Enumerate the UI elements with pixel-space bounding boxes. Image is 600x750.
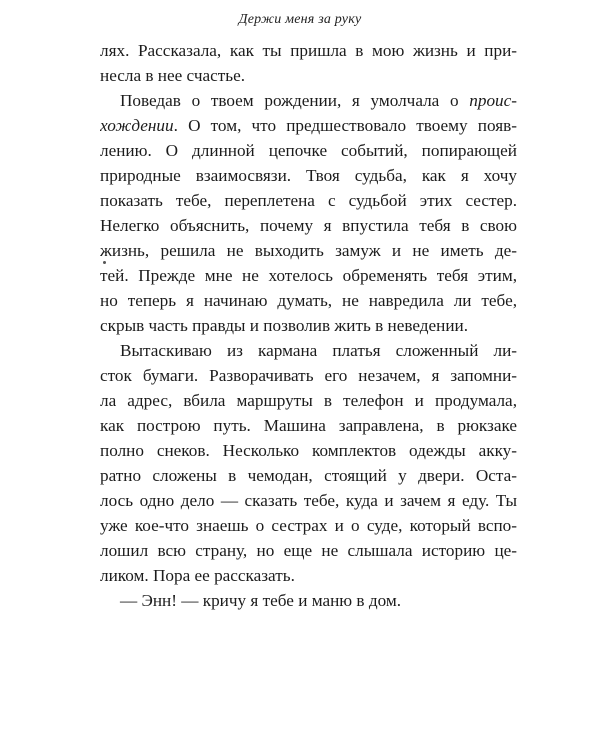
text-line: жизнь, решила не выходить замуж и не иметь де-	[100, 241, 517, 260]
text-line: Вытаскиваю из кармана платья сложенный ли-	[120, 341, 517, 360]
body-text	[100, 38, 517, 613]
text-line: показать тебе, переплетена с судьбой этих сестер.	[100, 191, 517, 210]
text-line	[100, 88, 517, 113]
italic-word: хождении	[100, 116, 174, 135]
text-line: тей. Прежде мне не хотелось обременять тебя этим,	[100, 266, 517, 285]
italic-word: проис-	[469, 91, 517, 110]
text-line: сток бумаги. Разворачивать его незачем, я запомни-	[100, 366, 517, 385]
text-line: ла адрес, вбила маршруты в телефон и продумала,	[100, 391, 517, 410]
text-line: лению. О длинной цепочке событий, попирающей	[100, 141, 517, 160]
text-line: полно снеков. Несколько комплектов одежды акку-	[100, 441, 517, 460]
text-line: ратно сложены в чемодан, стоящий у двери. Оста-	[100, 466, 517, 485]
text-line: Нелегко объяснить, почему я впустила тебя в свою	[100, 216, 517, 235]
text-line: лях. Рассказала, как ты пришла в мою жизнь и при-	[100, 41, 517, 60]
text-line: несла в нее счастье.	[100, 66, 246, 85]
text-line: природные взаимосвязи. Твоя судьба, как я хочу	[100, 166, 517, 185]
text-line: лось одно дело — сказать тебе, куда и зачем я еду. Ты	[100, 491, 517, 510]
text-line: скрыв часть правды и позволив жить в неведении.	[100, 316, 469, 335]
text-line-part: . О том, что предшествовало твоему появ-	[173, 116, 517, 135]
text-line-part: Поведав о твоем рождении, я умолчала о	[120, 91, 470, 110]
text-line: но теперь я начинаю думать, не навредила ли тебе,	[100, 291, 517, 310]
text-line: уже кое-что знаешь о сестрах и о суде, который вспо-	[100, 516, 517, 535]
text-line: ликом. Пора ее рассказать.	[100, 566, 295, 585]
print-speck	[103, 261, 106, 264]
text-line	[100, 113, 517, 138]
text-line: — Энн! — кричу я тебе и маню в дом.	[120, 591, 402, 610]
text-line: лошил всю страну, но еще не слышала историю це-	[100, 541, 517, 560]
running-head: Держи меня за руку	[238, 12, 362, 27]
text-line: как построю путь. Машина заправлена, в рюкзаке	[100, 416, 517, 435]
